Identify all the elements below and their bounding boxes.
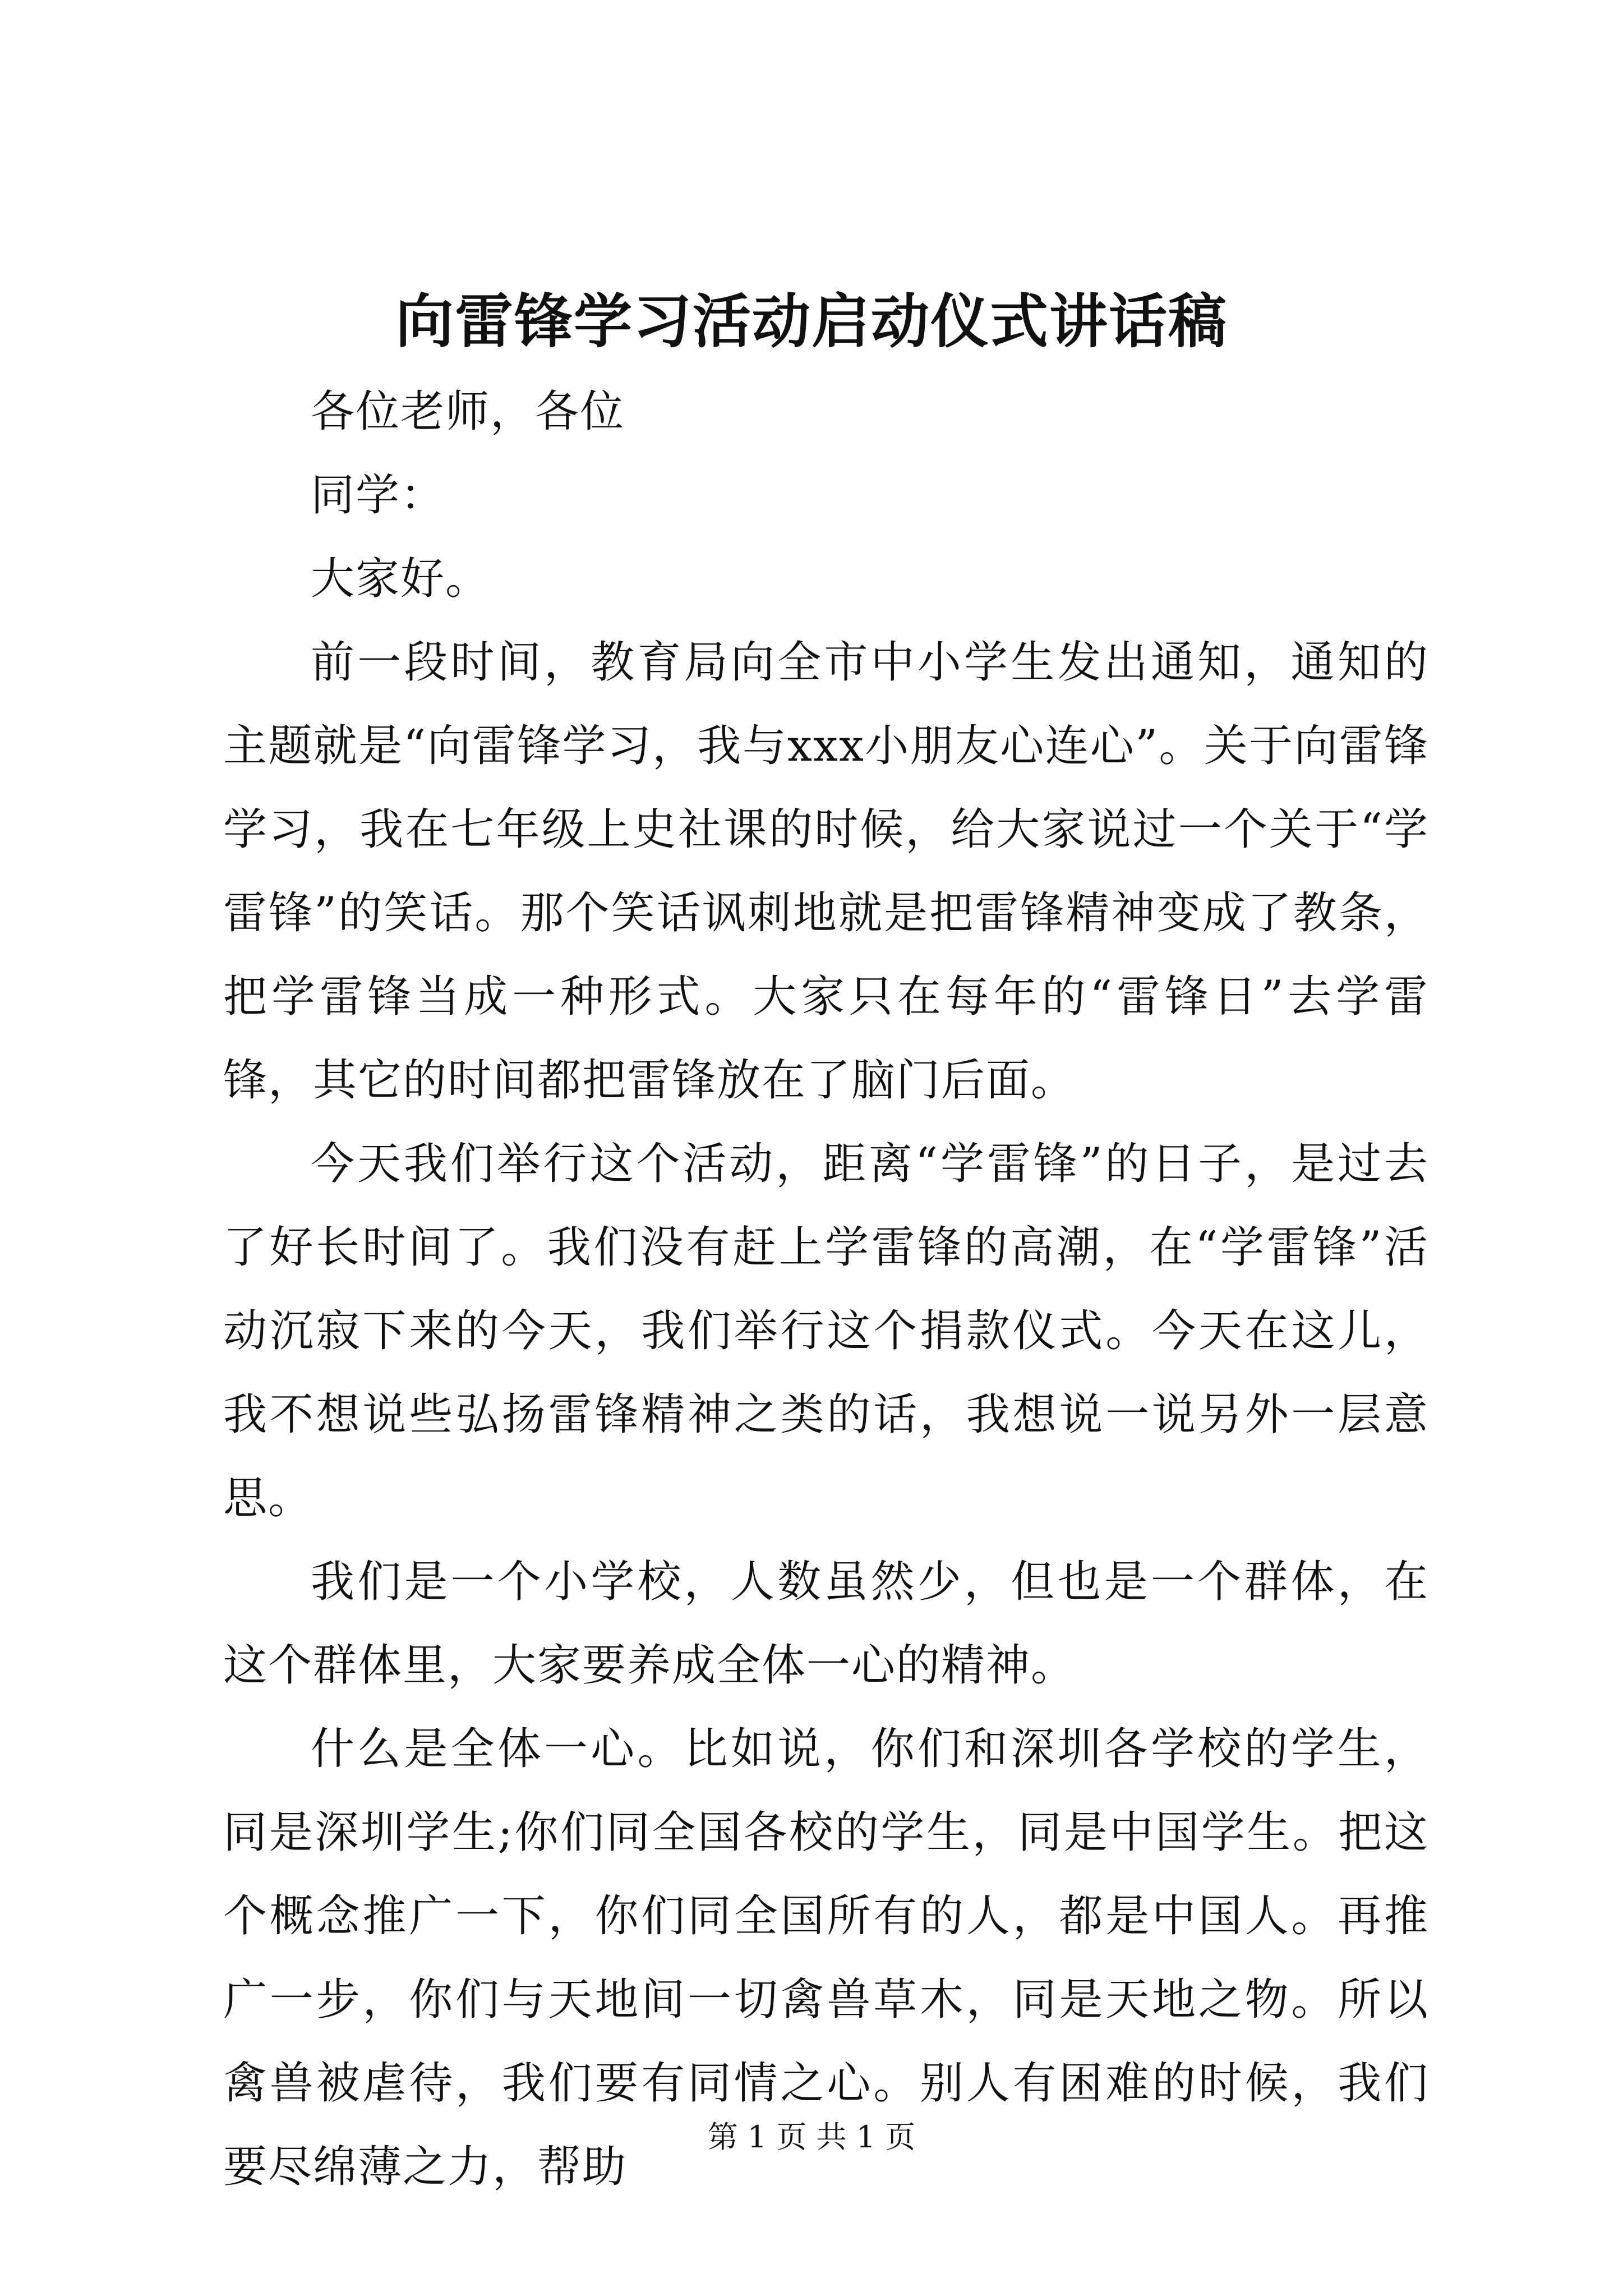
salutation-line-1: 各位老师，各位: [311, 386, 625, 437]
body-paragraph: 我们是一个小学校，人数虽然少，但也是一个群体，在这个群体里，大家要养成全体一心的精神。: [223, 1557, 1429, 1691]
greeting-paragraph: 大家好。: [311, 554, 491, 604]
body-paragraph: 什么是全体一心。比如说，你们和深圳各学校的学生，同是深圳学生;你们同全国各校的学生，同是中国学生。把这个概念推广一下，你们同全国所有的人，都是中国人。再推广一步，你们与天地间一切禽兽草木，同是天地之物。所以禽兽被虐待，我们要有同情之心。别人有困难的时候，我们要尽绵薄之力，帮助: [223, 1724, 1429, 2192]
body-paragraph: 今天我们举行这个活动，距离“学雷锋”的日子，是过去了好长时间了。我们没有赶上学雷锋的高潮，在“学雷锋”活动沉寂下来的今天，我们举行这个捐款仪式。今天在这儿，我不想说些弘扬雷锋精神之类的话，我想说一说另外一层意思。: [223, 1139, 1429, 1524]
page-number-footer: 第 1 页 共 1 页: [707, 2119, 916, 2155]
document-body: [223, 370, 1429, 2209]
body-paragraph: 前一段时间，教育局向全市中小学生发出通知，通知的主题就是“向雷锋学习，我与xxx小朋友心连心”。关于向雷锋学习，我在七年级上史社课的时候，给大家说过一个关于“学雷锋”的笑话。那个笑话讽刺地就是把雷锋精神变成了教条，把学雷锋当成一种形式。大家只在每年的“雷锋日”去学雷锋，其它的时间都把雷锋放在了脑门后面。: [223, 637, 1429, 1106]
document-title: 向雷锋学习活动启动仪式讲话稿: [395, 287, 1228, 356]
salutation-line-2: 同学：: [311, 470, 446, 521]
